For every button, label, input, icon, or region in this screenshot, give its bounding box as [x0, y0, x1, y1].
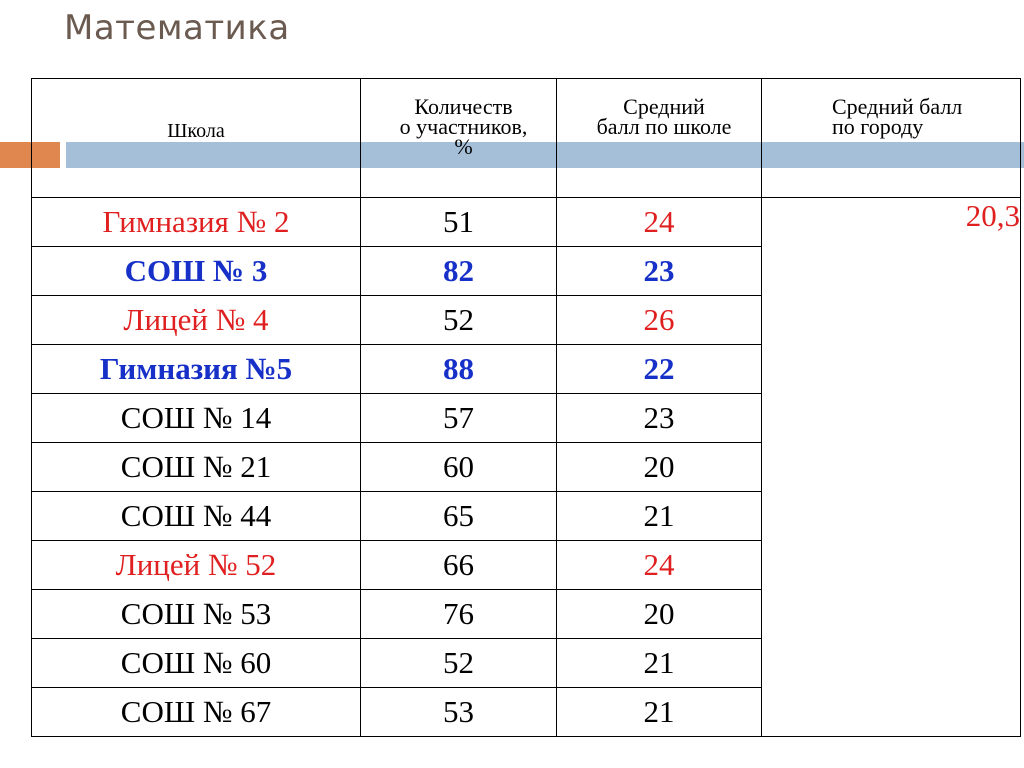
cell-count: 82	[361, 247, 557, 296]
cell-count: 88	[361, 345, 557, 394]
cell-count: 51	[361, 198, 557, 247]
cell-count: 76	[361, 590, 557, 639]
header-city-avg-line1: Средний балл	[832, 94, 963, 119]
cell-school: СОШ № 44	[32, 492, 361, 541]
cell-school-avg: 24	[557, 198, 762, 247]
cell-school: СОШ № 67	[32, 688, 361, 737]
cell-school-avg: 22	[557, 345, 762, 394]
slide-title: Математика	[64, 8, 290, 48]
cell-school: СОШ № 60	[32, 639, 361, 688]
cell-school: СОШ № 3	[32, 247, 361, 296]
header-count-line2: о участников,	[399, 114, 528, 139]
header-count-text	[375, 94, 552, 159]
city-average-value: 20,3	[965, 198, 1020, 233]
cell-school: Гимназия № 2	[32, 198, 361, 247]
header-school	[32, 79, 361, 198]
cell-school-avg: 20	[557, 443, 762, 492]
table-header-row	[32, 79, 1021, 198]
cell-count: 65	[361, 492, 557, 541]
header-school-label: Школа	[167, 120, 225, 142]
header-count-line1: Количеств	[414, 94, 513, 119]
cell-school: СОШ № 53	[32, 590, 361, 639]
cell-count: 53	[361, 688, 557, 737]
cell-count: 60	[361, 443, 557, 492]
cell-school: СОШ № 14	[32, 394, 361, 443]
header-school-avg	[557, 79, 762, 198]
header-city-avg	[762, 79, 1021, 198]
cell-count: 66	[361, 541, 557, 590]
cell-school: СОШ № 21	[32, 443, 361, 492]
results-table	[31, 78, 1021, 737]
header-city-avg-text	[832, 94, 1016, 139]
cell-school-avg: 26	[557, 296, 762, 345]
cell-count: 52	[361, 296, 557, 345]
cell-school-avg: 21	[557, 492, 762, 541]
header-count-line3: %	[454, 134, 473, 159]
cell-school-avg: 24	[557, 541, 762, 590]
header-count	[361, 79, 557, 198]
cell-school-avg: 23	[557, 247, 762, 296]
cell-count: 52	[361, 639, 557, 688]
header-school-avg-line1: Средний	[623, 94, 705, 119]
cell-school-avg: 23	[557, 394, 762, 443]
cell-school: Лицей № 4	[32, 296, 361, 345]
cell-school-avg: 21	[557, 688, 762, 737]
results-table-wrapper	[31, 78, 1020, 733]
cell-school: Лицей № 52	[32, 541, 361, 590]
table-row	[32, 198, 1021, 247]
cell-school: Гимназия №5	[32, 345, 361, 394]
header-school-avg-text	[571, 94, 757, 139]
cell-city-avg	[762, 198, 1021, 737]
header-city-avg-line2: по городу	[832, 114, 924, 139]
header-school-avg-line2: балл по школе	[596, 114, 732, 139]
cell-count: 57	[361, 394, 557, 443]
cell-school-avg: 21	[557, 639, 762, 688]
cell-school-avg: 20	[557, 590, 762, 639]
